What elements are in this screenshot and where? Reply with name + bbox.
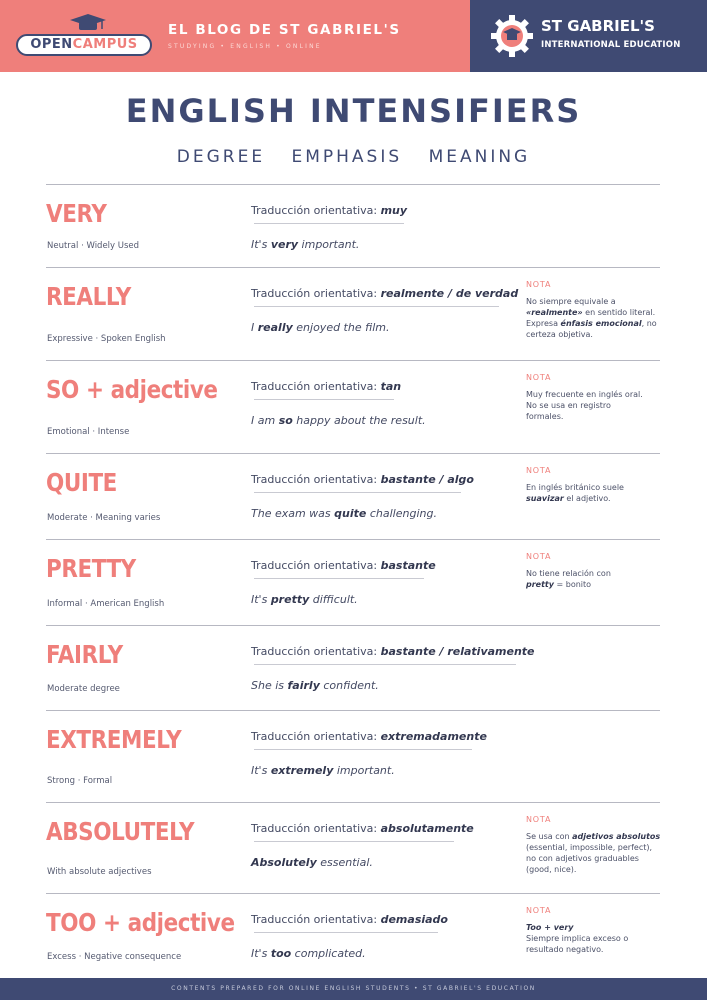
intensifier-row	[46, 802, 660, 893]
intensifier-row	[46, 625, 660, 710]
translation-prefix: Traducción orientativa:	[251, 380, 381, 393]
example-text: happy about the result.	[292, 414, 426, 427]
note-text: , no	[641, 319, 657, 328]
open-campus-wordmark	[16, 34, 152, 56]
example-emphasis: very	[270, 238, 299, 251]
note-line	[526, 831, 666, 842]
example-text: complicated.	[291, 947, 366, 960]
note-emphasis: pretty	[526, 580, 554, 589]
logo-word-campus: CAMPUS	[72, 37, 138, 52]
translation-prefix: Traducción orientativa:	[251, 204, 381, 217]
st-gabriels-gear-icon[interactable]	[490, 14, 534, 58]
translation-value: tan	[380, 380, 402, 393]
intensifier-row	[46, 893, 660, 978]
example-text: important.	[298, 238, 360, 251]
note-text: Se usa con	[526, 832, 573, 841]
example-text: The exam was	[251, 507, 335, 520]
subtitle-meaning: MEANING	[428, 147, 531, 167]
intensifier-word: ABSOLUTELY	[46, 817, 195, 846]
example-text: enjoyed the film.	[292, 321, 390, 334]
note-line	[526, 493, 666, 504]
intensifier-row	[46, 710, 660, 802]
note-line	[526, 482, 666, 493]
note-line	[526, 944, 666, 955]
usage-tag: Moderate · Meaning varies	[47, 513, 161, 523]
note-label: NOTA	[526, 815, 552, 824]
example-sentence	[251, 321, 389, 334]
note-label: NOTA	[526, 280, 552, 289]
example-emphasis: Absolutely	[251, 856, 317, 869]
graduation-cap-icon	[70, 14, 106, 32]
note-text: Siempre implica exceso o	[526, 934, 629, 943]
note-text: resultado negativo.	[526, 945, 604, 954]
footer: CONTENTS PREPARED FOR ONLINE ENGLISH STUDENTS • ST GABRIEL'S EDUCATION	[0, 978, 707, 1000]
translation-value: bastante	[380, 559, 436, 572]
example-emphasis: quite	[334, 507, 367, 520]
note-line	[526, 307, 666, 318]
example-emphasis: so	[278, 414, 293, 427]
intensifier-word: PRETTY	[46, 554, 136, 583]
note-text: Muy frecuente en inglés oral.	[526, 390, 643, 399]
example-sentence	[251, 593, 358, 606]
translation	[251, 204, 407, 217]
example-text: confident.	[319, 679, 379, 692]
logo-word-open: OPEN	[30, 37, 73, 52]
note-text: Expresa	[526, 319, 561, 328]
note-line	[526, 389, 666, 400]
example-sentence	[251, 679, 379, 692]
note-emphasis: Too + very	[526, 923, 574, 932]
note-text: No tiene relación con	[526, 569, 611, 578]
example-text: challenging.	[366, 507, 437, 520]
page-subtitle	[0, 147, 707, 167]
note-emphasis: énfasis emocional	[560, 319, 642, 328]
example-emphasis: fairly	[287, 679, 320, 692]
usage-tag: Expressive · Spoken English	[47, 334, 166, 344]
intensifier-word: FAIRLY	[46, 640, 123, 669]
translation-underline	[254, 841, 454, 842]
intensifier-word: VERY	[46, 199, 107, 228]
intensifier-word: EXTREMELY	[46, 725, 182, 754]
translation-value: realmente / de verdad	[380, 287, 519, 300]
note-line	[526, 842, 666, 853]
intensifier-word: TOO + adjective	[46, 908, 235, 937]
note-text	[526, 296, 666, 340]
translation-prefix: Traducción orientativa:	[251, 645, 381, 658]
usage-tag: With absolute adjectives	[47, 867, 152, 877]
translation-value: muy	[380, 204, 408, 217]
note-text: En inglés británico suele	[526, 483, 624, 492]
note-line	[526, 568, 666, 579]
header-blog-panel	[0, 0, 470, 72]
example-sentence	[251, 764, 395, 777]
subtitle-emphasis: EMPHASIS	[291, 147, 403, 167]
example-sentence	[251, 947, 366, 960]
note-line	[526, 933, 666, 944]
note-text	[526, 831, 666, 875]
example-text: It's	[251, 593, 271, 606]
example-sentence	[251, 414, 426, 427]
example-text: It's	[251, 764, 271, 777]
translation	[251, 645, 535, 658]
intensifier-word: QUITE	[46, 468, 117, 497]
note-text: No se usa en registro	[526, 401, 611, 410]
note-text	[526, 922, 666, 955]
translation-underline	[254, 492, 461, 493]
translation-value: extremadamente	[380, 730, 487, 743]
note-text: no con adjetivos graduables	[526, 854, 639, 863]
header	[0, 0, 707, 72]
intensifier-row	[46, 267, 660, 360]
translation	[251, 913, 448, 926]
translation-prefix: Traducción orientativa:	[251, 822, 381, 835]
translation-value: demasiado	[380, 913, 448, 926]
blog-subtitle: STUDYING • ENGLISH • ONLINE	[168, 43, 322, 50]
note-text: en sentido literal.	[582, 308, 656, 317]
brand-title[interactable]: ST GABRIEL'S	[541, 17, 655, 35]
note-text: (essential, impossible, perfect),	[526, 843, 653, 852]
example-text: It's	[251, 947, 271, 960]
note-text	[526, 389, 666, 422]
translation	[251, 730, 487, 743]
note-label: NOTA	[526, 373, 552, 382]
note-line	[526, 579, 666, 590]
example-emphasis: really	[257, 321, 293, 334]
note-line	[526, 864, 666, 875]
note-emphasis: «realmente»	[526, 308, 583, 317]
note-line	[526, 922, 666, 933]
note-text: (good, nice).	[526, 865, 577, 874]
note-text: certeza objetiva.	[526, 330, 593, 339]
example-emphasis: too	[270, 947, 292, 960]
example-text: I am	[251, 414, 279, 427]
intensifier-word: SO + adjective	[46, 375, 218, 404]
note-text: el adjetivo.	[563, 494, 611, 503]
subtitle-degree: DEGREE	[176, 147, 266, 167]
translation-underline	[254, 664, 516, 665]
usage-tag: Informal · American English	[47, 599, 165, 609]
example-sentence	[251, 507, 437, 520]
page-title: ENGLISH INTENSIFIERS	[125, 92, 582, 130]
note-line	[526, 318, 666, 329]
example-text: It's	[251, 238, 271, 251]
note-label: NOTA	[526, 466, 552, 475]
translation-prefix: Traducción orientativa:	[251, 473, 381, 486]
brand-subtitle: INTERNATIONAL EDUCATION	[541, 40, 681, 50]
translation-underline	[254, 932, 438, 933]
translation-underline	[254, 306, 499, 307]
example-text: important.	[333, 764, 395, 777]
translation-prefix: Traducción orientativa:	[251, 287, 381, 300]
example-emphasis: pretty	[270, 593, 310, 606]
intensifier-row	[46, 184, 660, 267]
blog-title[interactable]: EL BLOG DE ST GABRIEL'S	[168, 22, 401, 38]
usage-tag: Neutral · Widely Used	[47, 241, 140, 251]
example-emphasis: extremely	[270, 764, 334, 777]
translation-underline	[254, 223, 404, 224]
usage-tag: Emotional · Intense	[47, 427, 130, 437]
intensifier-row	[46, 539, 660, 625]
translation-underline	[254, 749, 472, 750]
note-text: formales.	[526, 412, 564, 421]
note-label: NOTA	[526, 906, 552, 915]
example-text: essential.	[316, 856, 373, 869]
translation-value: bastante / algo	[380, 473, 474, 486]
open-campus-logo[interactable]	[12, 12, 152, 58]
translation-value: absolutamente	[380, 822, 474, 835]
usage-tag: Moderate degree	[47, 684, 120, 694]
translation-underline	[254, 399, 394, 400]
example-text: difficult.	[309, 593, 358, 606]
note-emphasis: adjetivos absolutos	[572, 832, 661, 841]
note-line	[526, 411, 666, 422]
note-text: = bonito	[553, 580, 592, 589]
intensifier-row	[46, 360, 660, 453]
note-line	[526, 329, 666, 340]
example-sentence	[251, 238, 359, 251]
example-text: I	[251, 321, 258, 334]
intensifier-word: REALLY	[46, 282, 131, 311]
note-emphasis: suavizar	[526, 494, 564, 503]
translation-prefix: Traducción orientativa:	[251, 913, 381, 926]
translation-value: bastante / relativamente	[380, 645, 535, 658]
translation	[251, 380, 401, 393]
translation	[251, 287, 518, 300]
translation-prefix: Traducción orientativa:	[251, 559, 381, 572]
example-sentence	[251, 856, 373, 869]
translation	[251, 473, 474, 486]
usage-tag: Strong · Formal	[47, 776, 113, 786]
note-text: No siempre equivale a	[526, 297, 616, 306]
translation	[251, 822, 474, 835]
note-line	[526, 853, 666, 864]
note-text	[526, 482, 666, 504]
translation-underline	[254, 578, 424, 579]
translation	[251, 559, 436, 572]
translation-prefix: Traducción orientativa:	[251, 730, 381, 743]
intensifier-row	[46, 453, 660, 539]
note-label: NOTA	[526, 552, 552, 561]
example-text: She is	[251, 679, 288, 692]
usage-tag: Excess · Negative consequence	[47, 952, 182, 962]
note-text	[526, 568, 666, 590]
note-line	[526, 296, 666, 307]
note-line	[526, 400, 666, 411]
